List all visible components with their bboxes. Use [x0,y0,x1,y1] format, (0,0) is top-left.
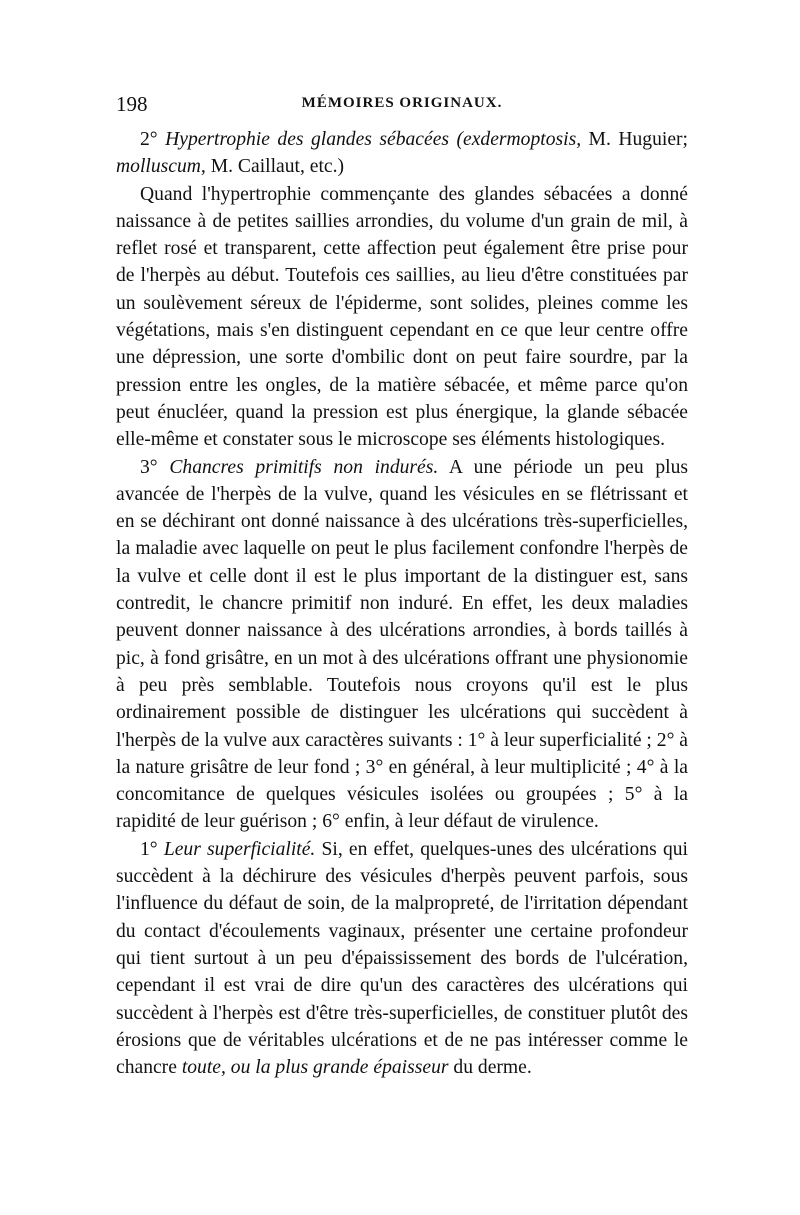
italic-text-segment: toute, ou la plus grande épaisseur [181,1057,449,1079]
text-segment: M. Caillaut, etc.) [205,156,345,178]
page-number: 198 [116,92,148,116]
italic-text-segment: molluscum, [116,156,206,178]
running-head [116,92,688,122]
book-page [116,92,688,1081]
paragraph [116,126,688,181]
paragraph [116,181,688,454]
running-title: MÉMOIRES ORIGINAUX. [301,95,503,111]
text-segment: M. Huguier; [581,129,688,150]
body-text [116,126,688,1081]
text-segment: 1° [140,838,164,860]
italic-text-segment: Chancres primitifs non indurés. [169,456,439,478]
italic-text-segment: Hypertrophie des glandes sébacées (exdermoptosis, [165,129,582,150]
text-segment: du derme. [448,1057,532,1079]
italic-text-segment: Leur superficialité. [163,838,316,860]
text-segment: Quand l'hypertrophie commençante des glandes sébacées a donné naissance à de petites saillies arrondies, du volume d'un grain de mil, à reflet rosé et transparent, cette affection peut également être prise pour de l'herpès au début. Toutefois ces saillies, au lieu d'être constituées par un soulèvement séreux de l'épiderme, sont solides, pleines comme les végétations, mais s'en distinguent cependant en ce que leur centre offre une dépression, une sorte d'ombilic dont on peut faire sourdre, par la pression entre les ongles, de la matière sébacée, et même parce qu'on peut énucléer, quand la pression est plus énergique, la glande sébacée elle-même et constater sous le microscope ses éléments histologiques. [116,183,688,451]
paragraph [116,454,688,836]
text-segment: 3° [140,456,170,478]
text-segment: Si, en effet, quelques-unes des ulcérations qui succèdent à la déchirure des vésicules d'herpès peuvent parfois, sous l'influence du défaut de soin, de la malpropreté, de l'irritation dépendant du contact d'écoulements vaginaux, présenter une certaine profondeur qui tient surtout à un peu d'épaississement des bords de l'ulcération, cependant il est vrai de dire qu'un des caractères des ulcérations qui succèdent à l'herpès est d'être très-superficielles, de constituer plutôt des érosions que de véritables ulcérations et de ne pas intéresser comme le chancre [116,838,688,1079]
text-segment: A une période un peu plus avancée de l'herpès de la vulve, quand les vésicules en se flétrissant et en se déchirant ont donné naissance à des ulcérations très-superficielles, la maladie avec laquelle on peut le plus facilement confondre l'herpès de la vulve et celle dont il est le plus important de la distinguer est, sans contredit, le chancre primitif non induré. En effet, les deux maladies peuvent donner naissance à des ulcérations arrondies, à bords taillés à pic, à fond grisâtre, en un mot à des ulcérations offrant une physionomie à peu près semblable. Toutefois nous croyons qu'il est le plus ordinairement possible de distinguer les ulcérations qui succèdent à l'herpès de la vulve aux caractères suivants : 1° à leur superficialité ; 2° à la nature grisâtre de leur fond ; 3° en général, à leur multiplicité ; 4° à la concomitance de quelques vésicules isolées ou groupées ; 5° à la rapidité de leur guérison ; 6° enfin, à leur défaut de virulence. [116,456,689,833]
paragraph [116,836,688,1082]
text-segment: 2° [140,129,166,150]
